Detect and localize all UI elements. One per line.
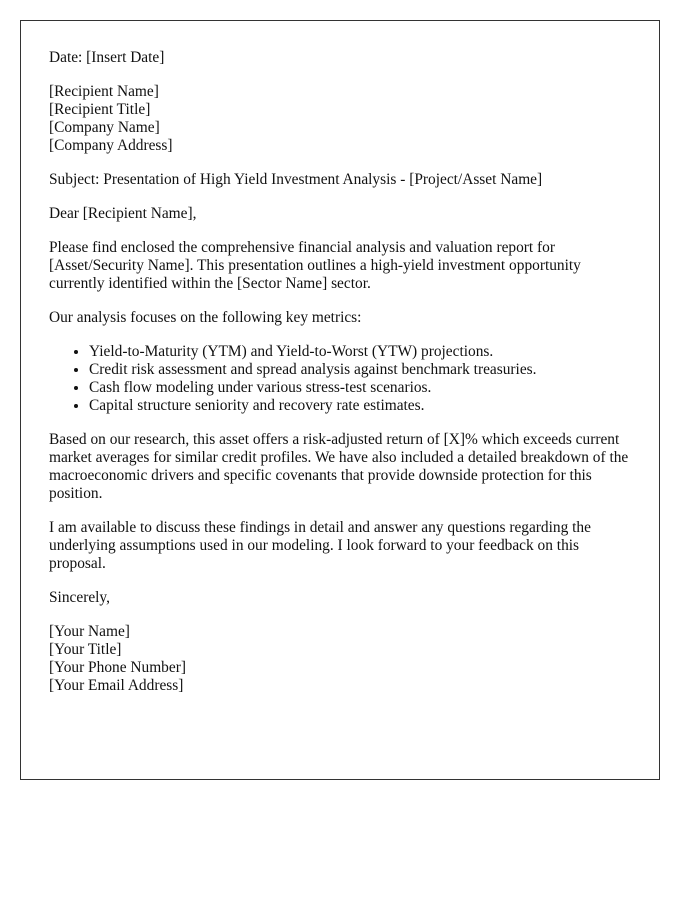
salutation: Dear [Recipient Name], [49, 205, 197, 222]
sender-title: [Your Title] [49, 641, 122, 658]
intro-paragraph: Please find enclosed the comprehensive financial analysis and valuation report for [Asset/Security Name]. This presentation outlines a high-yield investment opportunity currently identified within the [Sector Name] sector. [49, 239, 581, 292]
recipient-address-block [49, 83, 631, 155]
recipient-company: [Company Name] [49, 119, 160, 136]
metrics-intro-paragraph: Our analysis focuses on the following key metrics: [49, 309, 362, 326]
key-metrics-list [49, 343, 631, 415]
sender-name: [Your Name] [49, 623, 130, 640]
recipient-name: [Recipient Name] [49, 83, 159, 100]
signoff: Sincerely, [49, 589, 110, 606]
date-line: Date: [Insert Date] [49, 49, 165, 66]
subject-line: Subject: Presentation of High Yield Investment Analysis - [Project/Asset Name] [49, 171, 543, 188]
research-paragraph: Based on our research, this asset offers a risk-adjusted return of [X]% which exceeds current market averages for similar credit profiles. We have also included a detailed breakdown of the macroeconomic drivers and specific covenants that provide downside protection for this position. [49, 431, 629, 502]
list-item: • Yield-to-Maturity (YTM) and Yield-to-Worst (YTW) projections. [89, 343, 631, 361]
list-item: • Credit risk assessment and spread analysis against benchmark treasuries. [89, 361, 631, 379]
sender-email: [Your Email Address] [49, 677, 184, 694]
recipient-title: [Recipient Title] [49, 101, 151, 118]
list-item: • Cash flow modeling under various stress-test scenarios. [89, 379, 631, 397]
list-item: • Capital structure seniority and recovery rate estimates. [89, 397, 631, 415]
recipient-address: [Company Address] [49, 137, 173, 154]
sender-phone: [Your Phone Number] [49, 659, 186, 676]
letter-document [20, 20, 660, 780]
closing-paragraph: I am available to discuss these findings in detail and answer any questions regarding the underlying assumptions used in our modeling. I look forward to your feedback on this proposal. [49, 519, 591, 572]
sender-signature-block [49, 623, 631, 695]
